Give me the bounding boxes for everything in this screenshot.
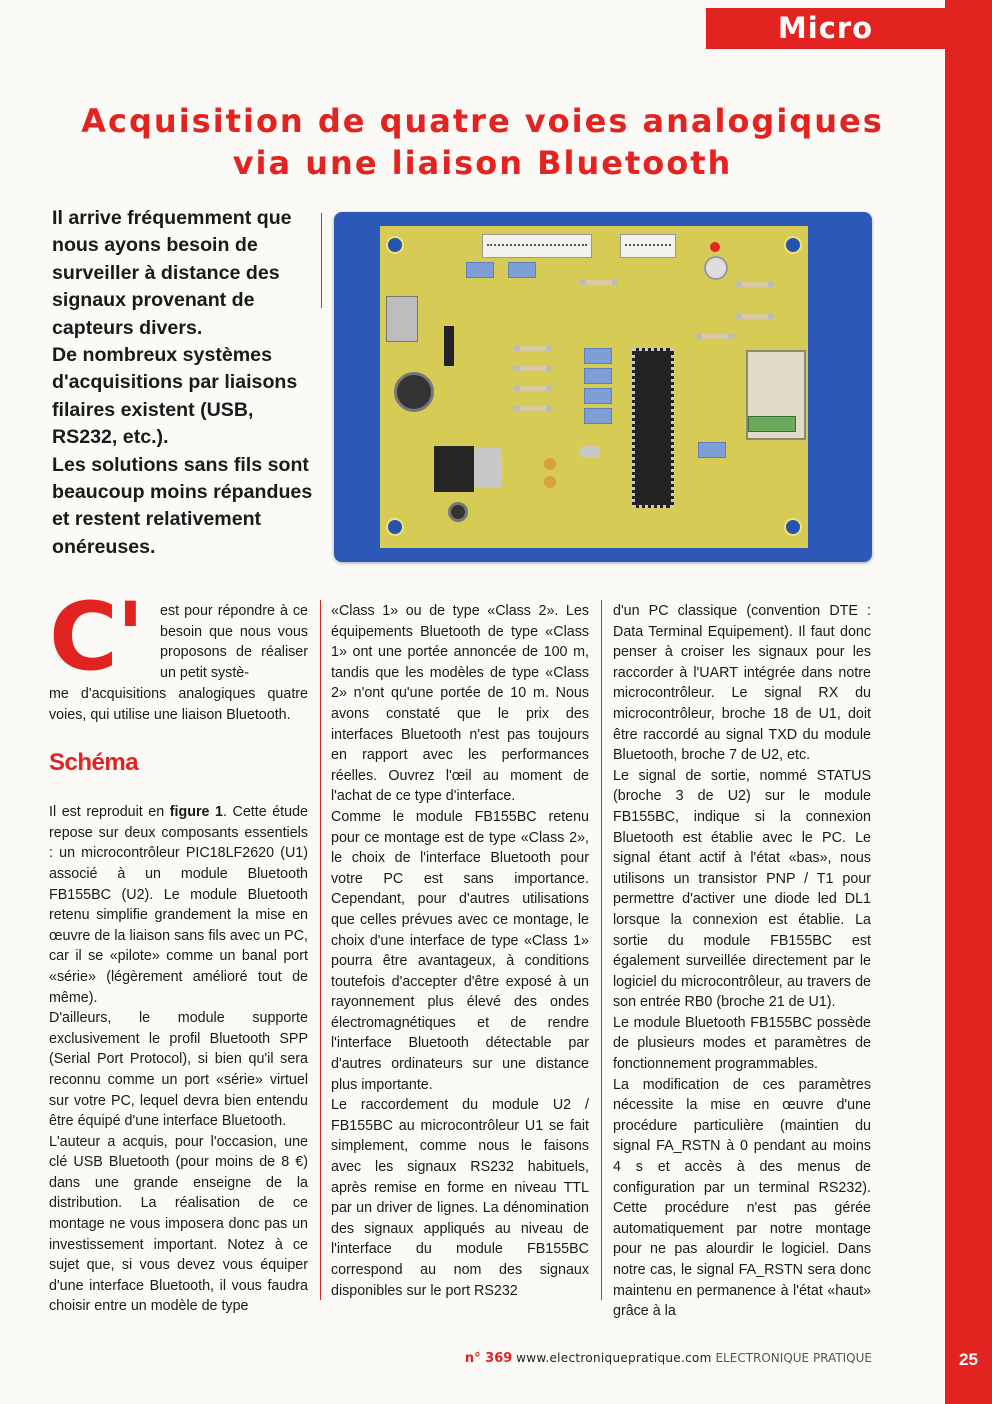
crystal: [580, 446, 600, 458]
title-line-2: via une liaison Bluetooth: [232, 144, 733, 182]
column-divider: [320, 600, 321, 1300]
article-column-1: [49, 684, 308, 1317]
header-connector: [620, 234, 676, 258]
resistor: [514, 346, 552, 351]
led: [710, 242, 720, 252]
paragraph: Il est reproduit en figure 1. Cette étude repose sur deux composants essentiels : un microcontrôleur PIC18LF2620 (U1) associé à un module Bluetooth FB155BC (U2). Le module Bluetooth retenu simplifie grandement la mise en œuvre de la liaison sans fils avec un PC, car il se «pilote» comme un banal port «série» (légèrement amélioré tout de même).: [49, 804, 308, 1006]
electrolytic-capacitor: [448, 502, 468, 522]
section-heading: Schéma: [49, 749, 139, 777]
accent-side-strip: [945, 0, 992, 1404]
ceramic-capacitor: [544, 476, 556, 488]
terminal-block: [386, 296, 418, 342]
capacitor: [466, 262, 494, 278]
paragraph: me d'acquisitions analogiques quatre voies, qui utilise une liaison Bluetooth.: [49, 686, 308, 723]
issue-number: n° 369: [464, 1351, 513, 1366]
module-pin-strip: [748, 416, 796, 432]
capacitor: [584, 348, 612, 364]
resistor: [514, 386, 552, 391]
resistor: [514, 406, 552, 411]
header-connector: [482, 234, 592, 258]
mounting-hole: [784, 518, 802, 536]
publication-name: ELECTRONIQUE PRATIQUE: [715, 1351, 872, 1365]
column-divider: [601, 600, 602, 1300]
mounting-hole: [784, 236, 802, 254]
title-line-1: Acquisition de quatre voies analogiques: [81, 102, 884, 140]
paragraph: L'auteur a acquis, pour l'occasion, une clé USB Bluetooth (pour moins de 8 €) dans une grande enseigne de la distribution. La réalisation de ce montage ne vous imposera donc pas un investissement important. Notez à ce sujet que, si vous devez vous équiper d'une interface Bluetooth, il vous faudra choisir entre un modèle de type: [49, 1133, 308, 1315]
article-title: [20, 100, 945, 184]
microcontroller-chip: [632, 348, 674, 508]
intro-lead: [52, 205, 322, 561]
paragraph: «Class 1» ou de type «Class 2». Les équipements Bluetooth de type «Class 1» ont une portée annoncée de 100 m, tandis que les modèles de type «Class 2» n'ont qu'une portée de 10 m. Nous avons constaté que le prix des interfaces Bluetooth n'est pas toujours en rapport avec les performances réelles. Ouvrez l'œil au moment de l'achat de ce type d'interface.: [331, 603, 589, 805]
paragraph: La modification de ces paramètres nécessite la mise en œuvre d'une procédure particulière (maintien du signal FA_RSTN à 0 pendant au moins 4 s et accès à des menus de configuration par un terminal RS232). Cette procédure n'est pas gérée automatiquement par notre montage pour ne pas alourdir le logiciel. Dans notre cas, le signal FA_RSTN sera donc maintenu en permanence à l'état «haut» grâce à la: [613, 1076, 871, 1320]
resistor: [736, 314, 774, 319]
page-footer: [0, 1351, 872, 1366]
paragraph: Le raccordement du module U2 / FB155BC au microcontrôleur U1 se fait simplement, comme nous le faisons avec les signaux RS232 habituels, après remise en forme en niveau TTL par un driver de lignes. La dénomination des signaux appliqués au niveau de l'interface du module FB155BC correspond au nom des signaux disponibles sur le port RS232: [331, 1097, 589, 1299]
section-label: Micro: [706, 8, 945, 49]
pcb: [380, 226, 808, 548]
mounting-hole: [386, 518, 404, 536]
paragraph: d'un PC classique (convention DTE : Data Terminal Equipement). Il faut donc penser à croiser les signaux pour les raccorder à l'UART intégrée dans notre microcontrôleur. Le signal RX du microcontrôleur, broche 18 de U1, doit être raccordé au signal TXD du module Bluetooth, broche 7 de U2, etc.: [613, 603, 871, 764]
heatsink: [474, 448, 502, 488]
article-column-2: [331, 601, 589, 1301]
resistor: [580, 280, 618, 285]
paragraph: Le signal de sortie, nommé STATUS (broche 3 de U2) sur le module FB155BC, indique si la connexion Bluetooth est établie avec le PC. Le signal étant actif à l'état «bas», nous utilisons un transistor PNP / T1 pour permettre d'activer une diode led DL1 lorsque la connexion est établie. La sortie du module FB155BC est également surveillée directement par le logiciel du microcontrôleur, au travers de son entrée RB0 (broche 21 de U1).: [613, 767, 871, 1011]
capacitor: [698, 442, 726, 458]
article-column-3: [613, 601, 871, 1322]
intro-paragraph: Il arrive fréquemment que nous ayons besoin de surveiller à distance des signaux provenant de capteurs divers.: [52, 207, 292, 339]
transistor: [704, 256, 728, 280]
capacitor: [584, 408, 612, 424]
capacitor: [584, 388, 612, 404]
diode: [444, 326, 454, 366]
voltage-regulator: [434, 446, 474, 492]
intro-paragraph: Les solutions sans fils sont beaucoup moins répandues et restent relativement onéreuses.: [52, 453, 313, 558]
resistor: [514, 366, 552, 371]
opening-text: est pour répondre à ce besoin que nous vous proposons de réaliser un petit systè-: [160, 603, 308, 681]
page-number: 25: [959, 1350, 978, 1369]
paragraph: D'ailleurs, le module supporte exclusivement le profil Bluetooth SPP (Serial Port Protocol), si bien qu'il sera reconnu comme un port «série» virtuel sur votre PC, lequel devra bien entendu être équipé d'une interface Bluetooth.: [49, 1010, 308, 1130]
electrolytic-capacitor: [394, 372, 434, 412]
paragraph: Le module Bluetooth FB155BC possède de plusieurs modes et paramètres de fonctionnement programmables.: [613, 1014, 871, 1073]
resistor: [736, 282, 774, 287]
intro-divider: [321, 213, 322, 308]
website-url: www.electroniquepratique.com: [516, 1351, 712, 1365]
paragraph: Comme le module FB155BC retenu pour ce montage est de type «Class 2», le choix de l'interface Bluetooth pour votre PC est sans importance. Cependant, pour d'autres utilisations que celles prévues avec ce montage, le choix d'une interface de type «Class 1» pourra être avantageux, à conditions toutefois d'accepter d'être exposé à un rayonnement plus élevé des ondes électromagnétiques et de rendre l'interface Bluetooth détectable par d'autres ordinateurs sur une distance plus importante.: [331, 808, 589, 1093]
capacitor: [508, 262, 536, 278]
resistor: [696, 334, 734, 339]
figure-reference: figure 1: [169, 804, 223, 821]
circuit-board-photo: [334, 212, 872, 562]
intro-paragraph: De nombreux systèmes d'acquisitions par liaisons filaires existent (USB, RS232, etc.).: [52, 344, 298, 449]
capacitor: [584, 368, 612, 384]
mounting-hole: [386, 236, 404, 254]
dropcap: C': [49, 583, 143, 692]
ceramic-capacitor: [544, 458, 556, 470]
